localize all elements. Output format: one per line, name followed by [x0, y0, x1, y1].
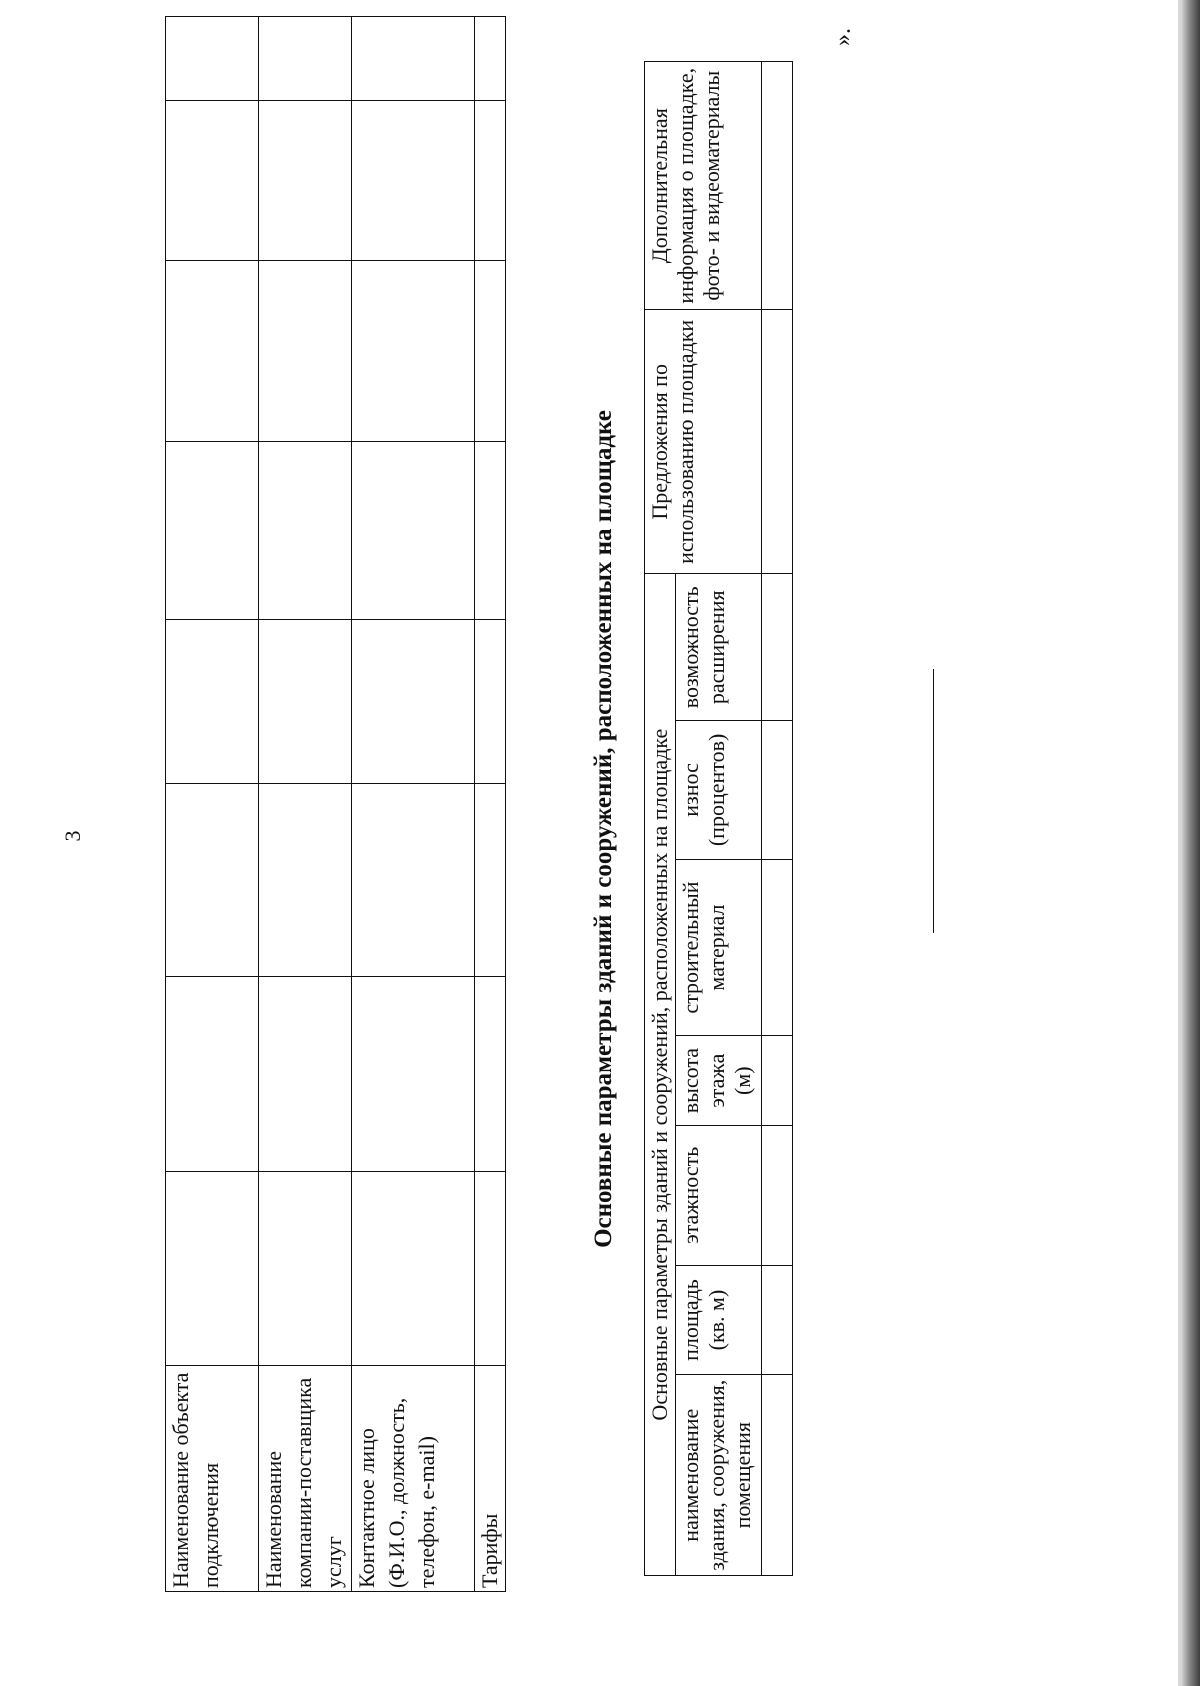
- table-cell[interactable]: [166, 261, 259, 442]
- header-extra-info: Дополнительная информация о площадке, фото- и видеоматериалы: [645, 62, 762, 310]
- table-cell[interactable]: [762, 574, 793, 721]
- table-row: [762, 62, 793, 1576]
- closing-quote-mark: ».: [830, 28, 856, 46]
- table-cell[interactable]: [475, 101, 506, 261]
- page-number: 3: [60, 830, 85, 842]
- table-cell[interactable]: [352, 1171, 475, 1365]
- table-row: [166, 17, 259, 1592]
- table-cell[interactable]: [475, 441, 506, 619]
- col-wear: износ (процентов): [676, 721, 762, 859]
- table-cell[interactable]: [475, 1171, 506, 1365]
- row-label-tariffs: Тарифы: [475, 1366, 506, 1592]
- table-cell[interactable]: [475, 783, 506, 976]
- table-cell[interactable]: [166, 101, 259, 261]
- table-cell[interactable]: [166, 441, 259, 619]
- table-cell[interactable]: [762, 310, 793, 574]
- table-row: [259, 17, 352, 1592]
- table-cell[interactable]: [352, 783, 475, 976]
- table-cell[interactable]: [475, 619, 506, 783]
- end-rule-line: [933, 669, 934, 933]
- table-cell[interactable]: [475, 977, 506, 1171]
- row-label-contact-person: Контактное лицо (Ф.И.О., должность, телефон, e-mail): [352, 1366, 475, 1592]
- table-cell[interactable]: [259, 261, 352, 442]
- table-cell[interactable]: [166, 783, 259, 976]
- table-cell[interactable]: [352, 261, 475, 442]
- table-cell[interactable]: [352, 101, 475, 261]
- header-proposals: Предложения по использованию площадки: [645, 310, 762, 574]
- table-cell[interactable]: [166, 1171, 259, 1365]
- table-cell[interactable]: [259, 1171, 352, 1365]
- table-cell[interactable]: [475, 261, 506, 442]
- row-label-provider-company: Наименование компании-поставщика услуг: [259, 1366, 352, 1592]
- table-cell[interactable]: [166, 619, 259, 783]
- table-cell[interactable]: [762, 1265, 793, 1375]
- buildings-parameters-table: [644, 61, 793, 1576]
- connection-info-table: [165, 16, 506, 1592]
- table-cell[interactable]: [166, 17, 259, 101]
- table-cell[interactable]: [352, 977, 475, 1171]
- table-cell[interactable]: [259, 17, 352, 101]
- table-row: [475, 17, 506, 1592]
- table-cell[interactable]: [352, 441, 475, 619]
- table-cell[interactable]: [259, 783, 352, 976]
- table-cell[interactable]: [352, 17, 475, 101]
- col-floor-height: высота этажа (м): [676, 1036, 762, 1126]
- table-cell[interactable]: [762, 62, 793, 310]
- table-cell[interactable]: [259, 101, 352, 261]
- section-heading: Основные параметры зданий и сооружений, расположенных на площадке: [590, 410, 617, 1248]
- col-area: площадь (кв. м): [676, 1265, 762, 1375]
- table-cell[interactable]: [259, 441, 352, 619]
- table-cell[interactable]: [762, 859, 793, 1036]
- table-cell[interactable]: [352, 619, 475, 783]
- col-building-material: строительный материал: [676, 859, 762, 1036]
- group-header-buildings: Основные параметры зданий и сооружений, расположенных на площадке: [645, 574, 676, 1576]
- table-cell[interactable]: [259, 619, 352, 783]
- table-cell[interactable]: [166, 977, 259, 1171]
- table-cell[interactable]: [762, 1375, 793, 1576]
- table-cell[interactable]: [475, 17, 506, 101]
- col-floors: этажность: [676, 1125, 762, 1265]
- header-row-group: [645, 62, 676, 1576]
- table-cell[interactable]: [762, 1036, 793, 1126]
- col-building-name: наименование здания, сооружения, помещения: [676, 1375, 762, 1576]
- row-label-connection-object: Наименование объекта подключения: [166, 1366, 259, 1592]
- table-cell[interactable]: [259, 977, 352, 1171]
- table-row: [352, 17, 475, 1592]
- table-cell[interactable]: [762, 1125, 793, 1265]
- col-expansion: возможность расширения: [676, 574, 762, 721]
- table-cell[interactable]: [762, 721, 793, 859]
